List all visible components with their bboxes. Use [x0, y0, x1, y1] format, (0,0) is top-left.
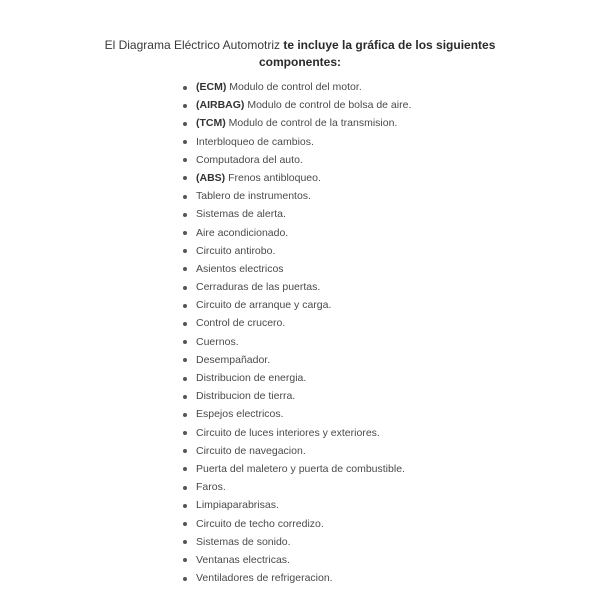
bullet-icon: [183, 358, 187, 362]
list-item: [182, 405, 411, 423]
bullet-icon: [183, 267, 187, 271]
list-item: [182, 133, 411, 151]
list-item-text: Asientos electricos: [196, 262, 284, 275]
bullet-icon: [183, 286, 187, 290]
list-item: [182, 369, 411, 387]
list-item: [182, 515, 411, 533]
list-item: [182, 551, 411, 569]
list-item: [182, 569, 411, 587]
list-item: [182, 496, 411, 514]
bullet-icon: [183, 322, 187, 326]
heading-normal-text: El Diagrama Eléctrico Automotriz: [104, 38, 284, 52]
list-item: [182, 114, 411, 132]
list-item-abbreviation: (ABS): [196, 171, 226, 184]
list-item-text: Sistemas de sonido.: [196, 535, 291, 548]
list-item-text: Puerta del maletero y puerta de combustible.: [196, 462, 405, 475]
list-item-text: Computadora del auto.: [196, 153, 303, 166]
list-item: [182, 169, 411, 187]
list-item-abbreviation: (AIRBAG): [196, 99, 245, 112]
bullet-icon: [183, 213, 187, 217]
list-item: [182, 333, 411, 351]
list-item-text: Distribucion de energia.: [196, 372, 307, 384]
heading-bold-line-2: componentes:: [258, 55, 341, 69]
bullet-icon: [183, 231, 187, 235]
list-item-text: Espejos electricos.: [196, 408, 284, 421]
list-item: [182, 351, 411, 369]
list-item-text: Modulo de control de bolsa de aire.: [244, 99, 412, 112]
bullet-icon: [183, 522, 187, 526]
list-item-text: Desempañador.: [196, 353, 271, 366]
list-item: [182, 424, 411, 442]
list-item-text: Sistemas de alerta.: [196, 208, 286, 221]
bullet-icon: [183, 486, 187, 490]
list-item-text: Modulo de control del motor.: [226, 81, 362, 93]
list-item: [182, 460, 411, 478]
list-item: [182, 242, 411, 260]
bullet-icon: [183, 377, 187, 381]
bullet-icon: [183, 140, 187, 144]
list-item-text: Circuito de navegacion.: [196, 444, 306, 457]
list-item: [182, 314, 411, 332]
list-item-text: Frenos antibloqueo.: [225, 171, 321, 184]
list-item: [182, 278, 411, 296]
list-item-text: Ventanas electricas.: [196, 553, 290, 566]
list-item: [182, 224, 411, 242]
list-item: [182, 478, 411, 496]
list-item-text: Tablero de instrumentos.: [196, 190, 311, 203]
list-item-text: Control de crucero.: [196, 317, 286, 330]
bullet-icon: [183, 467, 187, 471]
list-item-text: Faros.: [196, 481, 226, 494]
bullet-icon: [183, 304, 187, 308]
list-item-text: Modulo de control de la transmision.: [225, 117, 398, 130]
bullet-icon: [183, 340, 187, 344]
document-heading: [0, 37, 600, 71]
list-item-text: Ventiladores de refrigeracion.: [196, 572, 333, 585]
list-item-text: Cuernos.: [196, 335, 239, 348]
bullet-icon: [183, 86, 187, 90]
list-item-abbreviation: (TCM): [196, 117, 226, 130]
list-item-text: Cerraduras de las puertas.: [196, 281, 321, 294]
bullet-icon: [183, 540, 187, 544]
list-item-text: Distribucion de tierra.: [196, 390, 296, 403]
bullet-icon: [183, 449, 187, 453]
bullet-icon: [183, 158, 187, 162]
bullet-icon: [183, 249, 187, 253]
list-item-text: Circuito de techo corredizo.: [196, 517, 324, 530]
list-item-text: Limpiaparabrisas.: [196, 499, 279, 512]
bullet-icon: [183, 122, 187, 126]
list-item-text: Circuito de luces interiores y exteriores.: [196, 426, 380, 439]
list-item: [182, 151, 411, 169]
list-item: [182, 78, 411, 96]
list-item: [182, 187, 411, 205]
list-item-text: Circuito de arranque y carga.: [196, 299, 332, 312]
bullet-icon: [183, 431, 187, 435]
bullet-icon: [183, 504, 187, 508]
list-item-abbreviation: (ECM): [196, 81, 227, 93]
list-item: [182, 387, 411, 405]
bullet-icon: [183, 577, 187, 581]
list-item: [182, 205, 411, 223]
list-item: [182, 260, 411, 278]
component-list: [182, 78, 411, 587]
heading-bold-line-1: te incluye la gráfica de los siguientes: [283, 38, 496, 52]
list-item: [182, 296, 411, 314]
list-item: [182, 533, 411, 551]
list-item: [182, 96, 411, 114]
bullet-icon: [183, 104, 187, 108]
bullet-icon: [183, 395, 187, 399]
bullet-icon: [183, 176, 187, 180]
list-item-text: Aire acondicionado.: [196, 226, 289, 239]
bullet-icon: [183, 413, 187, 417]
bullet-icon: [183, 558, 187, 562]
bullet-icon: [183, 195, 187, 199]
list-item-text: Circuito antirobo.: [196, 244, 276, 257]
list-item: [182, 442, 411, 460]
list-item-text: Interbloqueo de cambios.: [196, 135, 314, 148]
